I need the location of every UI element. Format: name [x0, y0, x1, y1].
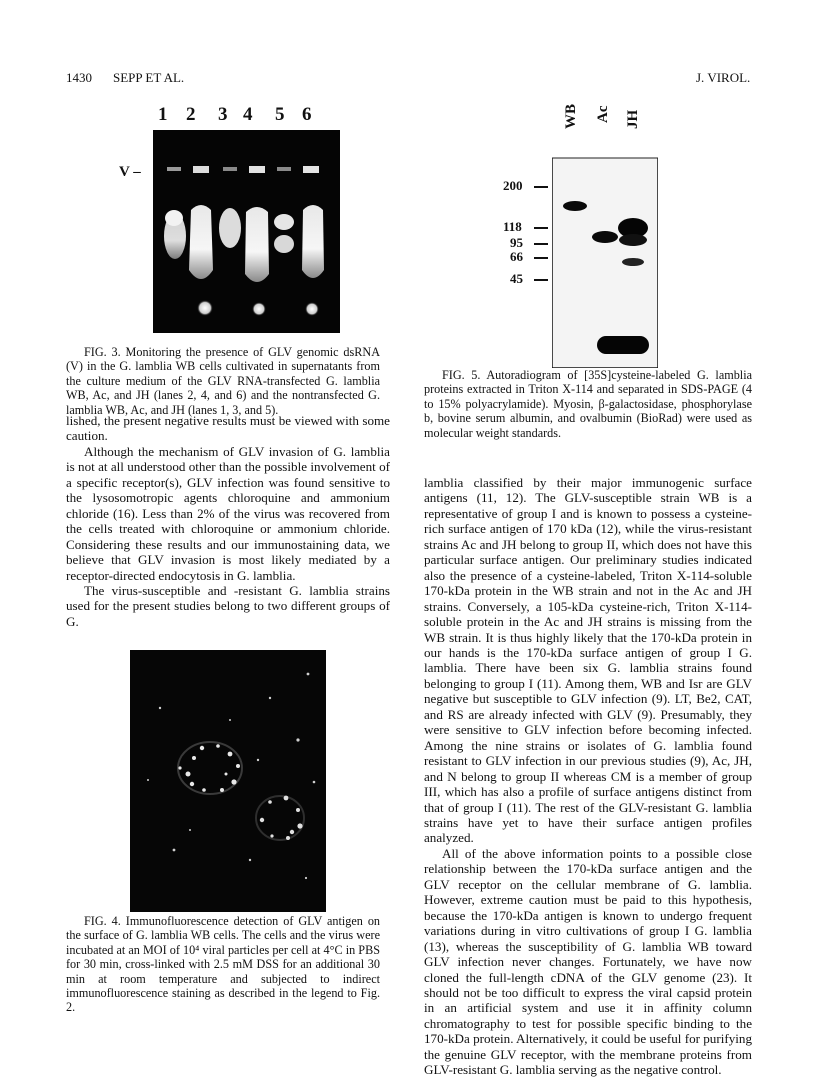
fig3-caption-text: Monitoring the presence of GLV genomic dsRNA (V) in the G. lamblia WB cells cultivated in supernatants from the culture medium of the GLV RNA-transfected G. lamblia WB, Ac, and JH (lanes 2, 4, and 6) and the nontransfected G. lamblia WB, Ac, and JH (lanes 1, 3, and 5). — [66, 345, 380, 417]
fig5-marker: 200 — [503, 178, 523, 193]
fig3-lane-label: 6 — [302, 104, 312, 125]
fig4-caption — [66, 914, 380, 1015]
fig5-marker-tick — [534, 243, 548, 245]
fig5-caption — [424, 368, 752, 440]
fig3-caption-label: FIG. 3. — [84, 345, 121, 359]
running-head-authors: SEPP ET AL. — [113, 70, 185, 85]
fig5-marker: 45 — [510, 271, 523, 286]
fig5-marker-tick — [534, 186, 548, 188]
fig4-caption-label: FIG. 4. — [84, 914, 121, 928]
page-number: 1430 — [66, 70, 92, 85]
fig3-lane-label: 1 — [158, 104, 168, 125]
fig3-caption — [66, 345, 380, 417]
fig5-lane-label-ac: Ac — [595, 105, 611, 123]
paragraph: lished, the present negative results must be viewed with some caution. — [66, 413, 390, 444]
fig5-marker: 118 — [503, 219, 522, 234]
fig5-marker: 95 — [510, 235, 523, 250]
paragraph: All of the above information points to a possible close relationship between the 170-kDa surface antigen and the GLV receptor on the cellular membrane of G. lamblia. However, extreme caution must be paid to this hypothesis, because the 170-kDa antigen is known to undergo frequent variations during in vitro cultivations of group I G. lamblia (13), whereas the susceptibility of G. lamblia WB toward GLV infection never changes. Fortunately, we have now cloned the full-length cDNA of the GLV genome (23). It should not be too difficult to express the viral capsid protein in an artificial system and use it in affinity column chromatography to test for possible specific binding to the 170-kDa protein. Alternatively, it could be useful for purifying the genuine GLV receptor, with the membrane proteins from GLV-resistant G. lamblia serving as the negative control. — [424, 845, 752, 1078]
fig3-lane-label: 2 — [186, 104, 196, 125]
fig3-lane-label: 4 — [243, 104, 253, 125]
paragraph: Although the mechanism of GLV invasion of G. lamblia is not at all understood other than the possible involvement of a specific receptor(s), GLV infection was found sensitive to the lysosomotropic agents chloroquine and ammonium chloride (16). Less than 2% of the virus was recovered from the cells treated with chloroquine or ammonium chloride. Considering these results and our immunostaining data, we believe that GLV invasion is most likely mediated by a receptor-directed endocytosis in G. lamblia. — [66, 443, 390, 583]
fig5-marker-tick — [534, 279, 548, 281]
paragraph: lamblia classified by their major immunogenic surface antigens (11, 12). The GLV-susceptible strain WB is a representative of group I and is known to possess a cysteine-rich surface antigen of 170 kDa (12), while the virus-resistant strains Ac and JH belong to group II, which does not have this particular surface antigen. Our preliminary studies indicated also the presence of a cysteine-labeled, Triton X-114-soluble 170-kDa protein in the WB strain and not in the Ac and JH strains. Conversely, a 105-kDa cysteine-rich, Triton X-114-soluble protein in the Ac and JH strains is missing from the WB strain. It is thus highly likely that the 170-kDa protein in our hands is the 170-kDa surface antigen of group I G. lamblia. There have been six G. lamblia strains found belonging to group I (11). Among them, WB and Isr are GLV negative but susceptible to GLV infection (9). LT, Be2, CAT, and RS are already infected with GLV (9). Presumably, they were sensitive to GLV infection before becoming infected. Among the nine strains or isolates of G. lamblia found resistant to GLV infection in our previous studies (9), Ac, JH, and N belong to group II whereas CM is a member of group III, which has also a profile of surface antigens distinct from that of group I (11). The rest of the GLV-resistant G. lamblia strains have yet to have their surface antigen profiles analyzed. — [424, 475, 752, 846]
fig3-lane-label: 5 — [275, 104, 285, 125]
fig5-marker: 66 — [510, 249, 523, 264]
fig3-lane-label: 3 — [218, 104, 228, 125]
fig5-lane-label-jh: JH — [625, 109, 641, 129]
fig3-v-marker: V – — [119, 164, 141, 180]
running-head-journal: J. VIROL. — [696, 70, 751, 85]
fig5-marker-tick — [534, 257, 548, 259]
fig4-micrograph — [130, 650, 326, 912]
fig5-lane-label-wb: WB — [563, 103, 579, 129]
fig5-caption-text: Autoradiogram of [35S]cysteine-labeled G. lamblia proteins extracted in Triton X-114 and separated in SDS-PAGE (4 to 15% polyacrylamide). Myosin, β-galactosidase, phosphorylase b, bovine serum albumin, and ovalbumin (BioRad) were used as molecular weight standards. — [424, 368, 752, 440]
left-column-text — [66, 413, 390, 629]
fig5-autoradiogram — [552, 100, 658, 368]
fig4-caption-text: Immunofluorescence detection of GLV antigen on the surface of G. lamblia WB cells. The cells and the virus were incubated at an MOI of 10⁴ viral particles per cell at 4°C in PBS for 30 min, cross-linked with 2.5 mM DSS for an additional 30 min at room temperature and subjected to indirect immunofluorescence staining as described in the legend to Fig. 2. — [66, 914, 381, 1015]
fig5-caption-label: FIG. 5. — [442, 368, 481, 382]
fig3-gel-image — [153, 130, 340, 333]
paragraph: The virus-susceptible and -resistant G. lamblia strains used for the present studies belong to two different groups of G. — [66, 582, 390, 629]
fig3-lane-labels — [150, 104, 330, 128]
fig5-marker-tick — [534, 227, 548, 229]
right-column-text — [424, 475, 752, 1078]
